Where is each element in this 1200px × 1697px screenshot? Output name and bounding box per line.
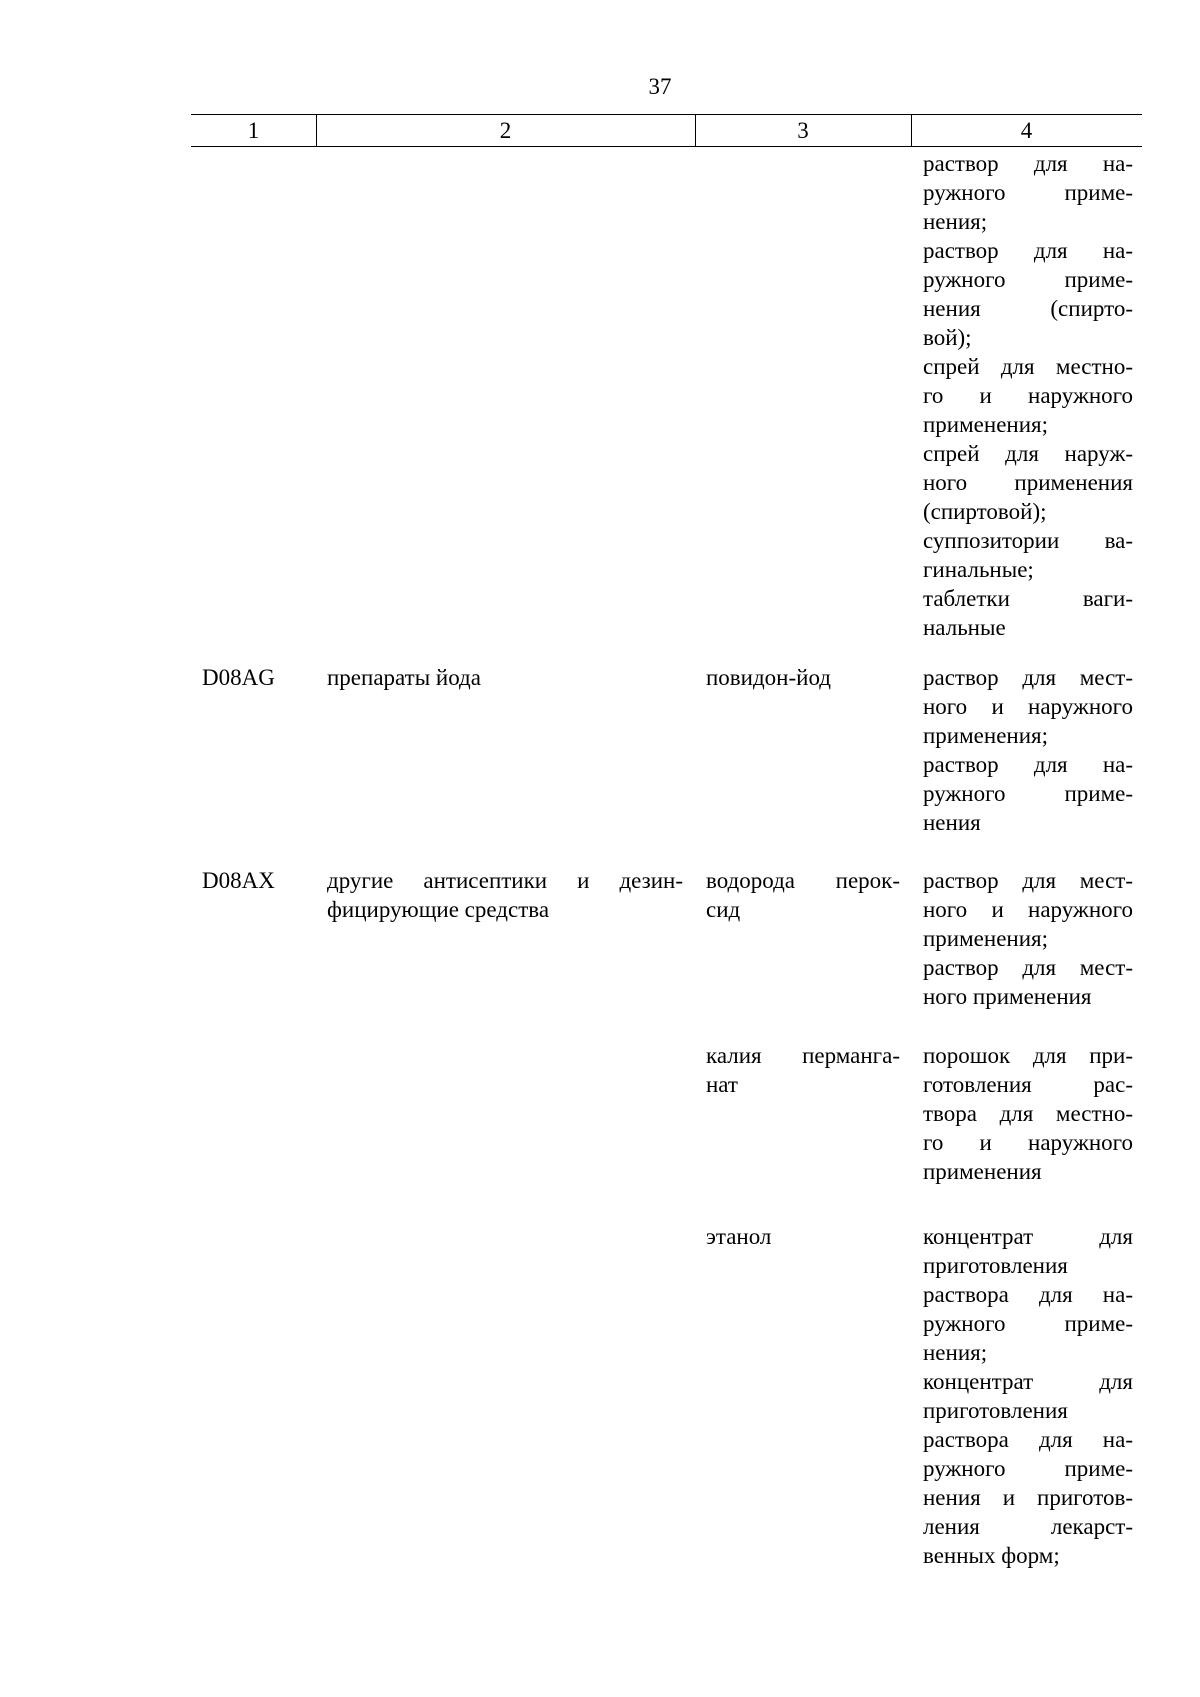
group-name-cell: [327, 866, 683, 924]
text-line: применения;: [923, 412, 1048, 437]
text-line: (спиртовой);: [923, 499, 1047, 524]
text-line: нальные: [923, 615, 1006, 640]
text-line: го и наружного: [923, 383, 1133, 408]
atc-code-cell: [202, 663, 275, 692]
header-top-rule: [191, 114, 1142, 115]
text-line: применения;: [923, 926, 1048, 951]
text-line: гинальные;: [923, 557, 1034, 582]
header-bottom-rule: [191, 146, 1142, 147]
text-line: концентрат для: [923, 1369, 1133, 1394]
text-line: венных форм;: [923, 1543, 1060, 1568]
text-line: раствор для мест-: [923, 868, 1133, 893]
text-line: D08AG: [202, 665, 275, 690]
text-line: вой);: [923, 325, 972, 350]
text-line: ного и наружного: [923, 897, 1133, 922]
text-line: нения и приготов-: [923, 1485, 1133, 1510]
text-line: готовления рас-: [923, 1072, 1133, 1097]
text-line: ления лекарст-: [923, 1514, 1133, 1539]
text-line: калия перманга-: [706, 1043, 900, 1068]
text-line: ружного приме-: [923, 781, 1133, 806]
text-line: препараты йода: [327, 665, 481, 690]
text-line: этанол: [706, 1224, 772, 1249]
substance-cell: [706, 663, 900, 692]
text-line: нения (спирто-: [923, 296, 1133, 321]
substance-cell: [706, 1041, 900, 1099]
text-line: водорода перок-: [706, 868, 900, 893]
dosage-forms-cell: [923, 149, 1133, 642]
text-line: таблетки ваги-: [923, 586, 1133, 611]
text-line: раствора для на-: [923, 1427, 1133, 1452]
text-line: спрей для местно-: [923, 354, 1133, 379]
column-header-2: 2: [499, 118, 512, 143]
text-line: ного применения: [923, 984, 1092, 1009]
text-line: приготовления: [923, 1398, 1068, 1423]
text-line: раствор для на-: [923, 238, 1133, 263]
page-number: 37: [648, 74, 672, 99]
text-line: фицирующие средства: [327, 897, 550, 922]
atc-code-cell: [202, 866, 275, 895]
text-line: нения;: [923, 1340, 988, 1365]
substance-cell: [706, 866, 900, 924]
substance-cell: [706, 1222, 900, 1251]
dosage-forms-cell: [923, 866, 1133, 1011]
text-line: нения;: [923, 209, 988, 234]
text-line: нат: [706, 1072, 738, 1097]
text-line: суппозитории ва-: [923, 528, 1133, 553]
text-line: раствор для на-: [923, 752, 1133, 777]
text-line: ружного приме-: [923, 267, 1133, 292]
text-line: повидон-йод: [706, 665, 831, 690]
text-line: приготовления: [923, 1253, 1068, 1278]
column-header-1: 1: [247, 118, 260, 143]
column-header-4: 4: [1020, 118, 1033, 143]
text-line: спрей для наруж-: [923, 441, 1133, 466]
column-header-3: 3: [797, 118, 809, 143]
text-line: сид: [706, 897, 741, 922]
text-line: ружного приме-: [923, 1456, 1133, 1481]
text-line: другие антисептики и дезин-: [327, 868, 683, 893]
text-line: D08AX: [202, 868, 275, 893]
dosage-forms-cell: [923, 1041, 1133, 1186]
text-line: нения: [923, 810, 981, 835]
text-line: раствор для мест-: [923, 955, 1133, 980]
dosage-forms-cell: [923, 663, 1133, 837]
text-line: порошок для при-: [923, 1043, 1133, 1068]
text-line: раствора для на-: [923, 1282, 1133, 1307]
text-line: концентрат для: [923, 1224, 1133, 1249]
text-line: ного применения: [923, 470, 1133, 495]
text-line: ружного приме-: [923, 1311, 1133, 1336]
text-line: ного и наружного: [923, 694, 1133, 719]
text-line: раствор для мест-: [923, 665, 1133, 690]
group-name-cell: [327, 663, 683, 692]
text-line: применения;: [923, 723, 1048, 748]
text-line: применения: [923, 1159, 1042, 1184]
text-line: ружного приме-: [923, 180, 1133, 205]
text-line: го и наружного: [923, 1130, 1133, 1155]
text-line: твора для местно-: [923, 1101, 1133, 1126]
dosage-forms-cell: [923, 1222, 1133, 1570]
text-line: раствор для на-: [923, 151, 1133, 176]
